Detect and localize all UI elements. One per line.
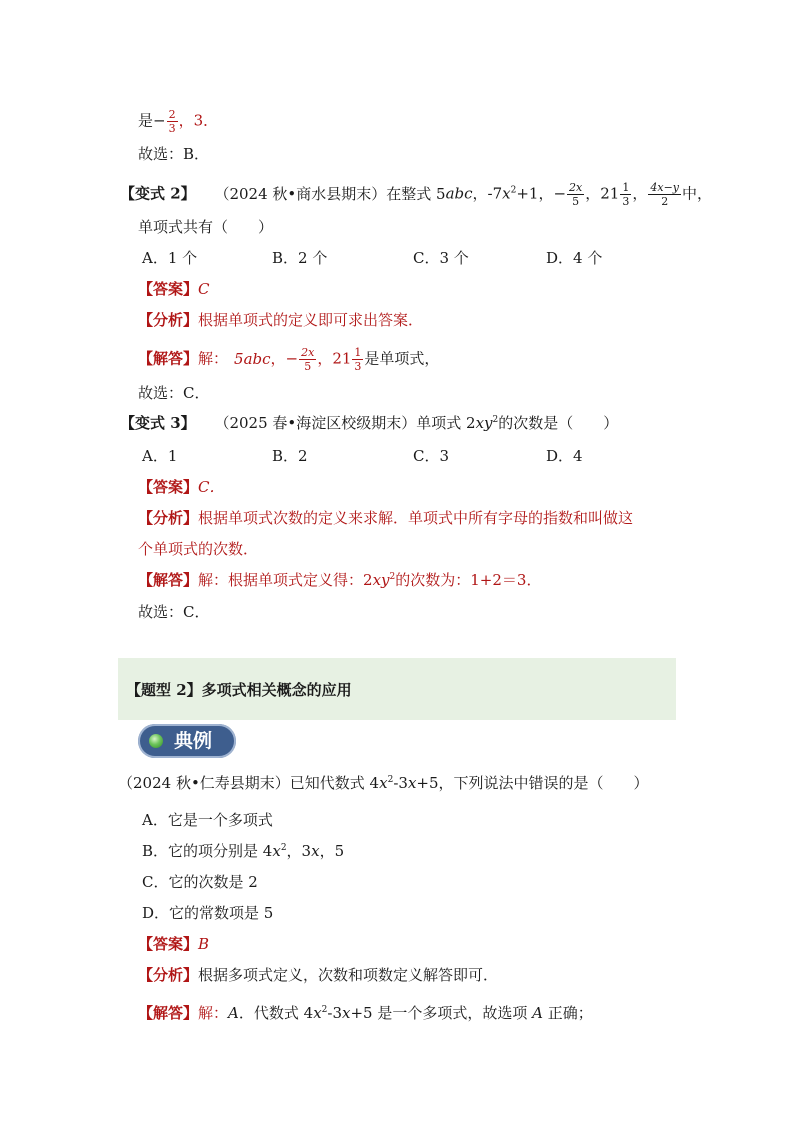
option-b — [272, 248, 327, 268]
text: − — [553, 184, 567, 203]
variant-2-question — [120, 181, 712, 208]
answer-value: C — [198, 280, 210, 298]
analysis-line — [138, 508, 633, 528]
text: A — [228, 1004, 239, 1022]
example-question — [118, 773, 649, 793]
fraction-denominator: 3 — [622, 195, 630, 208]
text: A．1 — [142, 447, 178, 465]
text: xy — [372, 571, 390, 589]
text: C．它的次数是 2 — [142, 873, 258, 891]
analysis-line — [138, 965, 498, 985]
text: -3 — [327, 1004, 343, 1022]
variant-tag: 【变式 3】 — [120, 414, 196, 432]
fraction — [299, 346, 316, 373]
fraction-denominator: 3 — [168, 122, 176, 135]
analysis-line-2 — [138, 539, 258, 559]
choose-line — [138, 144, 209, 164]
option-a — [142, 810, 273, 830]
solution-tag: 【解答】 — [138, 1004, 199, 1022]
fraction — [167, 108, 178, 135]
text: x — [313, 1004, 322, 1022]
text: B．它的项分别是 4 — [142, 842, 273, 860]
analysis-line — [138, 310, 423, 330]
exponent: 2 — [510, 185, 517, 196]
text: 是单项式， — [364, 349, 440, 368]
fraction — [567, 181, 584, 208]
text: ．代数式 4 — [238, 1004, 314, 1022]
fraction-denominator: 5 — [304, 360, 312, 373]
solution-tag: 【解答】 — [138, 571, 199, 589]
text: （2024 秋•仁寿县期末）已知代数式 4 — [118, 774, 380, 792]
text: A．它是一个多项式 — [142, 811, 273, 829]
text: xy — [475, 414, 493, 432]
text: 2 — [363, 571, 373, 589]
text: ，− — [270, 349, 299, 368]
text: D．4 个 — [546, 249, 603, 267]
text: A — [532, 1004, 543, 1022]
section-banner — [118, 658, 676, 720]
fraction-denominator: 3 — [354, 360, 362, 373]
answer-line — [138, 477, 225, 497]
variant-2-question-line2 — [138, 217, 273, 237]
green-dot-icon — [149, 734, 163, 748]
exponent: 2 — [387, 775, 394, 785]
answer-tag: 【答案】 — [138, 280, 199, 298]
text: ， — [632, 184, 648, 203]
variant-3-question — [120, 413, 618, 433]
exponent: 2 — [280, 843, 287, 853]
text: 故选：C． — [138, 384, 210, 402]
text: C．3 — [413, 447, 450, 465]
fraction-numerator: 4x−y — [650, 181, 680, 194]
option-c — [413, 446, 449, 466]
option-b — [142, 841, 344, 861]
text: x — [342, 1004, 351, 1022]
text: ，21 — [317, 349, 352, 368]
text: ，-7 — [472, 184, 503, 203]
option-d — [546, 248, 602, 268]
text: 单项式共有（ ） — [138, 218, 274, 236]
answer-tag: 【答案】 — [138, 478, 199, 496]
text: x — [379, 774, 388, 792]
solution-line — [138, 1003, 593, 1023]
fraction-numerator: 2x — [301, 346, 315, 359]
text: x — [311, 842, 320, 860]
text: 故选：C． — [138, 603, 210, 621]
text: 个单项式的次数． — [138, 540, 259, 558]
text: 根据单项式次数的定义来求解．单项式中所有字母的指数和叫做这 — [198, 509, 634, 527]
variant-tag: 【变式 2】 — [120, 184, 196, 203]
option-a — [142, 248, 197, 268]
section-title: 【题型 2】多项式相关概念的应用 — [126, 681, 352, 699]
example-pill — [138, 724, 236, 758]
option-c — [413, 248, 469, 268]
text: 解： — [198, 349, 229, 368]
text: 根据单项式的定义即可求出答案． — [198, 311, 424, 329]
analysis-tag: 【分析】 — [138, 509, 199, 527]
text: 的次数为：1+2＝3． — [395, 571, 542, 589]
fraction-denominator: 5 — [572, 195, 580, 208]
text: D．它的常数项是 5 — [142, 904, 274, 922]
solution-tag: 【解答】 — [138, 349, 199, 368]
text: ， — [585, 184, 601, 203]
text: B．2 个 — [272, 249, 328, 267]
text: 是− — [138, 111, 166, 130]
fraction — [620, 181, 631, 208]
answer-tag: 【答案】 — [138, 935, 199, 953]
option-d — [142, 903, 273, 923]
text: 解： — [198, 1004, 229, 1022]
fraction-denominator: 2 — [661, 195, 669, 208]
text: ，3． — [178, 111, 219, 130]
text: +5，下列说法中错误的是（ ） — [416, 774, 649, 792]
answer-line — [138, 934, 209, 954]
fraction — [352, 346, 363, 373]
exponent: 2 — [321, 1005, 328, 1015]
text: （2025 春•海淀区校级期末）单项式 2 — [214, 414, 476, 432]
text: C．3 个 — [413, 249, 469, 267]
answer-value: C． — [198, 478, 225, 496]
fraction-numerator: 1 — [354, 346, 362, 359]
answer-line — [138, 279, 210, 299]
text: +5 是一个多项式，故选项 — [350, 1004, 533, 1022]
option-a — [142, 446, 177, 466]
text: 根据多项式定义，次数和项数定义解答即可． — [198, 966, 499, 984]
text: 故选：B． — [138, 145, 210, 163]
pill-label: 典例 — [174, 730, 213, 752]
text: （2024 秋•商水县期末）在整式 5 — [214, 184, 446, 203]
exponent: 2 — [492, 415, 499, 425]
text: 5abc — [234, 349, 271, 368]
choose-line — [138, 383, 209, 403]
fraction — [648, 181, 681, 208]
text: 中， — [682, 184, 713, 203]
exponent: 2 — [389, 572, 396, 582]
text: x — [502, 184, 511, 203]
text: 解：根据单项式定义得： — [198, 571, 364, 589]
answer-value: B — [198, 935, 210, 953]
text: x — [272, 842, 281, 860]
text: B．2 — [272, 447, 308, 465]
text: 的次数是（ ） — [498, 414, 619, 432]
text: 正确； — [542, 1004, 593, 1022]
text: abc — [445, 184, 473, 203]
text: +1， — [516, 184, 554, 203]
solution-line — [138, 570, 541, 590]
option-c — [142, 872, 258, 892]
text: 21 — [600, 184, 620, 203]
analysis-tag: 【分析】 — [138, 311, 199, 329]
text: D．4 — [546, 447, 583, 465]
text: A．1 个 — [142, 249, 198, 267]
solution-line — [138, 346, 439, 373]
choose-line — [138, 602, 209, 622]
option-b — [272, 446, 308, 466]
text: ，5 — [319, 842, 345, 860]
answer-continuation-line — [138, 108, 218, 135]
fraction-numerator: 2 — [168, 108, 176, 121]
fraction-numerator: 1 — [622, 181, 630, 194]
option-d — [546, 446, 583, 466]
fraction-numerator: 2x — [569, 181, 583, 194]
text: -3 — [393, 774, 408, 792]
text: x — [407, 774, 417, 792]
analysis-tag: 【分析】 — [138, 966, 199, 984]
text: ，3 — [286, 842, 312, 860]
